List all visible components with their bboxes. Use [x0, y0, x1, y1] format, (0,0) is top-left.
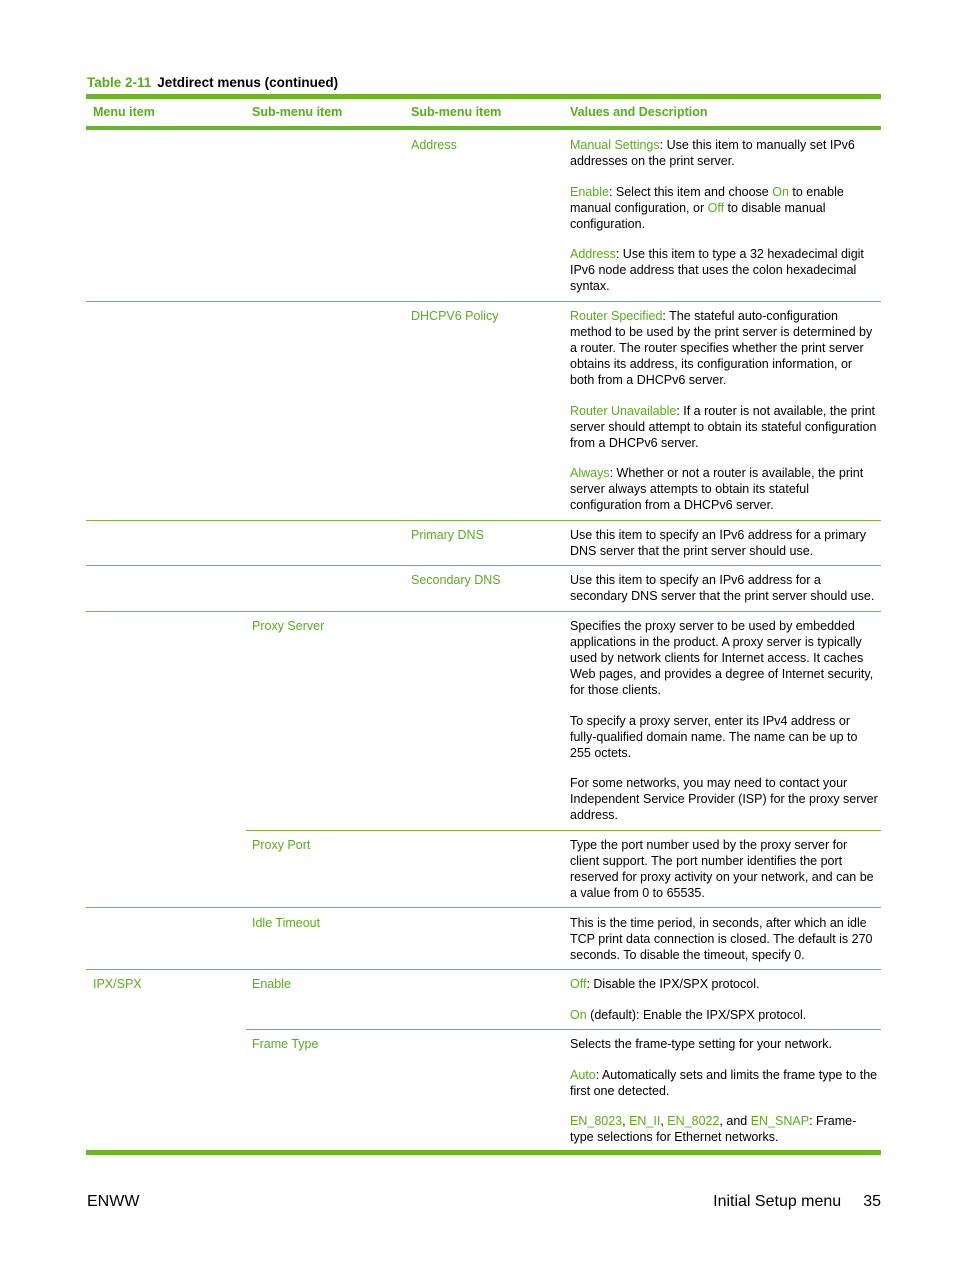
row-divider [86, 301, 881, 302]
table-bottom-rule [86, 1150, 881, 1155]
proxy-server-desc-2: To specify a proxy server, enter its IPv4 address or fully-qualified domain name. The name can be up to 255 octets. [570, 714, 858, 760]
table-title: Jetdirect menus (continued) [157, 75, 339, 90]
dhcpv6-desc-1: Router Specified: The stateful auto-configuration method to be used by the print server is determined by a router. The router specifies whether the print server obtains its address, its configuration information, or both from a DHCPv6 server. [570, 309, 873, 387]
ipx-enable-desc-2: On (default): Enable the IPX/SPX protocol. [570, 1008, 807, 1022]
proxy-server-desc-1: Specifies the proxy server to be used by embedded applications in the product. A proxy server is typically used by network clients for Internet access. It caches Web pages, and provides a degree of Internet security, for those clients. [570, 619, 874, 697]
header-top-rule [86, 94, 881, 99]
row-divider [246, 1029, 881, 1030]
row-divider [86, 565, 881, 566]
dhcpv6-desc-3: Always: Whether or not a router is available, the print server always attempts to obtain its stateful configuration from a DHCPv6 server. [570, 466, 864, 512]
primary-dns-desc: Use this item to specify an IPv6 address for a primary DNS server that the print server should use. [570, 528, 866, 558]
header-values-description: Values and Description [570, 105, 708, 119]
row-divider [246, 830, 881, 831]
frame-type-desc-1: Selects the frame-type setting for your network. [570, 1037, 832, 1051]
submenu-frame-type: Frame Type [252, 1037, 319, 1051]
submenu-proxy-server: Proxy Server [252, 619, 325, 633]
header-sub-menu-item-2: Sub-menu item [411, 105, 502, 119]
address-desc-3: Address: Use this item to type a 32 hexadecimal digit IPv6 node address that uses the colon hexadecimal syntax. [570, 247, 864, 293]
frame-type-desc-2: Auto: Automatically sets and limits the frame type to the first one detected. [570, 1068, 878, 1098]
menu-ipx-spx: IPX/SPX [93, 977, 142, 991]
footer-right [713, 1193, 881, 1211]
header-menu-item: Menu item [93, 105, 155, 119]
submenu-secondary-dns: Secondary DNS [411, 573, 501, 587]
address-desc-1: Manual Settings: Use this item to manually set IPv6 addresses on the print server. [570, 138, 855, 168]
dhcpv6-desc-2: Router Unavailable: If a router is not available, the print server should attempt to obtain its stateful configuration from a DHCPv6 server. [570, 404, 877, 450]
row-divider [86, 611, 881, 612]
row-divider [86, 907, 881, 908]
row-divider [86, 969, 881, 970]
proxy-server-desc-3: For some networks, you may need to contact your Independent Service Provider (ISP) for the proxy server address. [570, 776, 878, 822]
row-divider [86, 520, 881, 521]
ipx-enable-desc-1: Off: Disable the IPX/SPX protocol. [570, 977, 760, 991]
page-number: 35 [863, 1193, 881, 1210]
submenu-proxy-port: Proxy Port [252, 838, 311, 852]
idle-timeout-desc: This is the time period, in seconds, after which an idle TCP print data connection is closed. The default is 270 seconds. To disable the timeout, specify 0. [570, 916, 873, 962]
submenu-address: Address [411, 138, 457, 152]
table-number: Table 2-11 [87, 75, 152, 90]
submenu-enable: Enable [252, 977, 291, 991]
address-desc-2: Enable: Select this item and choose On to enable manual configuration, or Off to disable manual configuration. [570, 185, 844, 231]
proxy-port-desc: Type the port number used by the proxy server for client support. The port number identifies the port reserved for proxy activity on your network, and can be a value from 0 to 65535. [570, 838, 874, 900]
submenu-primary-dns: Primary DNS [411, 528, 484, 542]
header-bottom-rule [86, 126, 881, 130]
table-caption [87, 75, 338, 90]
footer-section: Initial Setup menu [713, 1193, 842, 1210]
frame-type-desc-3: EN_8023, EN_II, EN_8022, and EN_SNAP: Frame-type selections for Ethernet networks. [570, 1114, 857, 1144]
footer-left: ENWW [87, 1193, 140, 1210]
header-sub-menu-item-1: Sub-menu item [252, 105, 343, 119]
secondary-dns-desc: Use this item to specify an IPv6 address for a secondary DNS server that the print server should use. [570, 573, 875, 603]
submenu-dhcpv6-policy: DHCPV6 Policy [411, 309, 499, 323]
submenu-idle-timeout: Idle Timeout [252, 916, 321, 930]
